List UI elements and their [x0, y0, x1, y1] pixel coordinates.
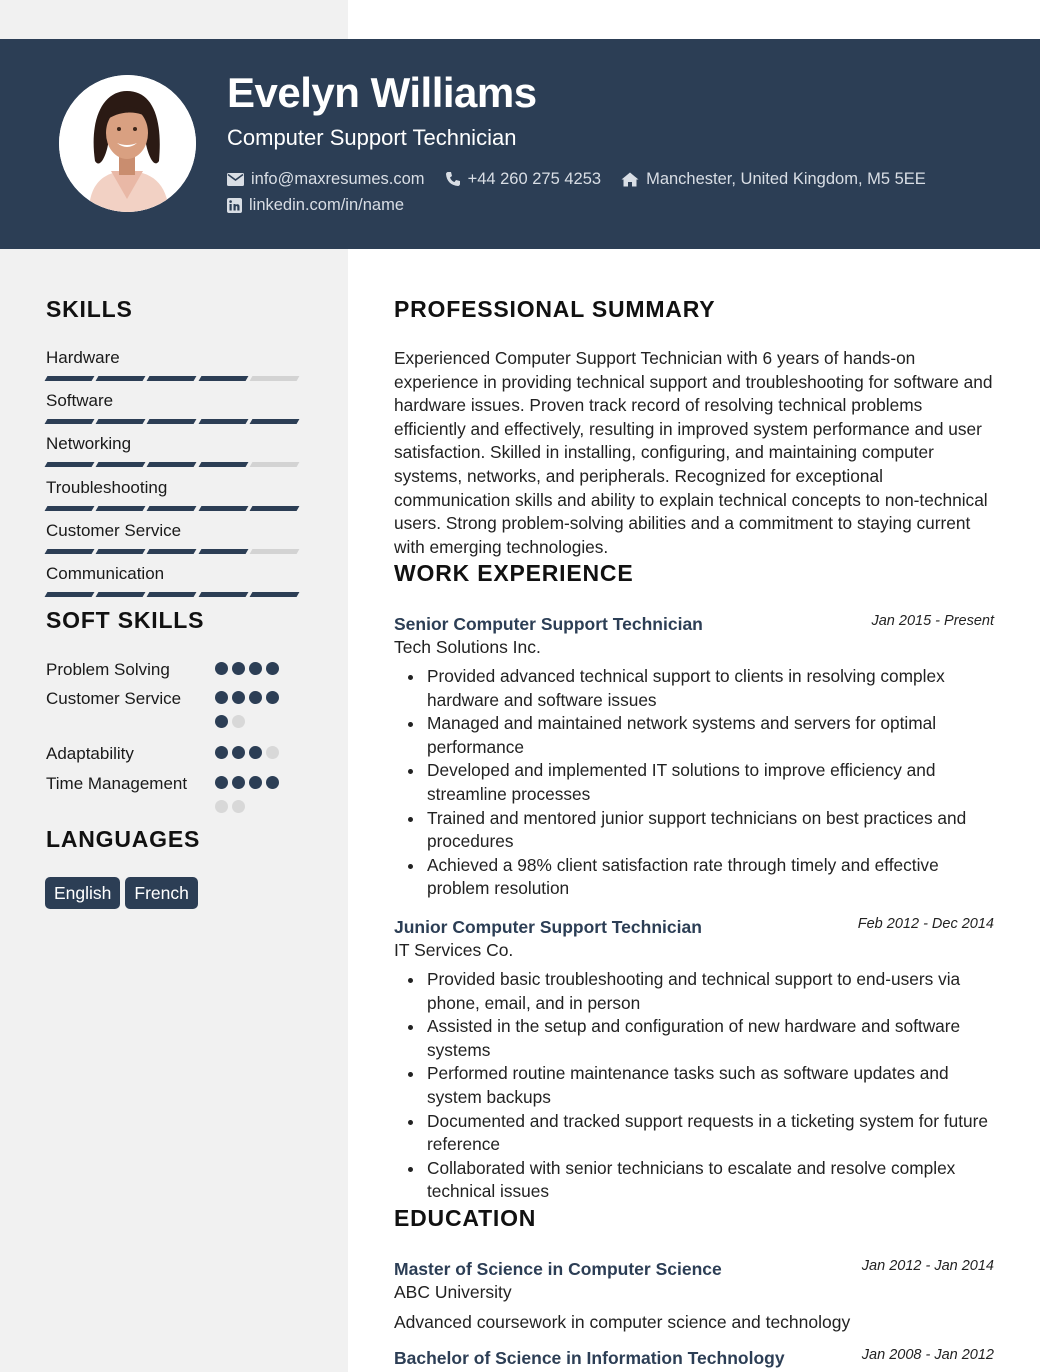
list-item: Collaborated with senior technicians to escalate and resolve complex technical issues — [394, 1157, 1000, 1204]
degree-description: Advanced coursework in computer science and technology — [394, 1312, 851, 1332]
experience-heading: WORK EXPERIENCE — [394, 560, 634, 586]
rating-dot — [232, 776, 245, 789]
skill-level-segment — [45, 376, 95, 381]
skill-level-segment — [147, 506, 197, 511]
skill-item — [46, 347, 302, 381]
summary-text: Experienced Computer Support Technician with 6 years of hands-on experience in providing technical support and troubleshooting for software and hardware issues. Proven track record of resolving technical problems efficiently and effectively, resulting in improved system performance and user satisfaction. Skilled in installing, configuring, and maintaining computer systems, networks, and peripherals. Recognized for exceptional communication skills and ability to explain technical concepts to non-technical users. Strong problem-solving abilities and a commitment to staying current with emerging technologies. — [394, 348, 993, 557]
skills-heading: SKILLS — [46, 296, 133, 322]
job-bullets — [394, 968, 1000, 1204]
soft-skill-label: Customer Service — [46, 689, 182, 708]
rating-dot — [232, 662, 245, 675]
skill-level-segment — [198, 506, 248, 511]
envelope-icon — [227, 173, 244, 186]
rating-dot — [266, 691, 279, 704]
job-bullets — [394, 665, 1000, 901]
job-date: Feb 2012 - Dec 2014 — [857, 916, 994, 932]
skill-level-segment — [96, 376, 146, 381]
list-item: Assisted in the setup and configuration of new hardware and software systems — [394, 1015, 1000, 1062]
contact-address — [621, 170, 926, 189]
skill-level-segment — [147, 549, 197, 554]
soft-skill-item — [46, 742, 296, 766]
skill-level-bar — [46, 376, 302, 381]
home-icon — [621, 172, 639, 187]
phone-icon — [445, 171, 461, 187]
skill-label: Hardware — [46, 348, 120, 367]
language-badge: French — [125, 877, 197, 909]
contact-linkedin[interactable] — [227, 196, 404, 215]
skill-level-segment — [249, 549, 299, 554]
job-title: Junior Computer Support Technician — [394, 917, 702, 937]
soft-skill-rating — [215, 691, 295, 739]
list-item: Provided basic troubleshooting and technical support to end-users via phone, email, and in person — [394, 968, 1000, 1015]
soft-skill-label: Time Management — [46, 774, 188, 793]
skill-level-segment — [249, 419, 299, 424]
candidate-name: Evelyn Williams — [227, 69, 537, 116]
skill-level-segment — [45, 592, 95, 597]
soft-skills-heading: SOFT SKILLS — [46, 607, 205, 633]
job-company: Tech Solutions Inc. — [394, 637, 541, 657]
language-badge: English — [45, 877, 120, 909]
rating-dot — [215, 662, 228, 675]
skill-level-bar — [46, 506, 302, 511]
list-item: Trained and mentored junior support technicians on best practices and procedures — [394, 807, 1000, 854]
rating-dot — [232, 800, 245, 813]
languages-list — [45, 877, 203, 909]
skill-label: Software — [46, 391, 114, 411]
rating-dot — [249, 746, 262, 759]
avatar — [59, 75, 196, 212]
skill-item — [46, 520, 302, 554]
skill-level-segment — [249, 376, 299, 381]
job-title: Senior Computer Support Technician — [394, 614, 703, 634]
soft-skill-label: Adaptability — [46, 744, 134, 763]
contact-info — [227, 167, 1017, 219]
rating-dot — [232, 746, 245, 759]
skill-level-segment — [45, 462, 95, 467]
list-item: Developed and implemented IT solutions to improve efficiency and streamline processes — [394, 759, 1000, 806]
email-text: info@maxresumes.com — [251, 169, 425, 188]
skill-level-segment — [147, 419, 197, 424]
skill-level-segment — [249, 592, 299, 597]
rating-dot — [215, 776, 228, 789]
rating-dot — [215, 715, 228, 728]
skill-level-segment — [96, 549, 146, 554]
rating-dot — [249, 662, 262, 675]
list-item: Managed and maintained network systems and servers for optimal performance — [394, 712, 1000, 759]
skill-item — [46, 433, 302, 467]
soft-skill-rating — [215, 776, 295, 824]
linkedin-text: linkedin.com/in/name — [249, 195, 404, 214]
skill-level-segment — [198, 592, 248, 597]
profile-photo — [59, 75, 196, 212]
skill-level-segment — [198, 419, 248, 424]
linkedin-icon — [227, 198, 242, 213]
skill-level-segment — [96, 506, 146, 511]
list-item: Documented and tracked support requests in a ticketing system for future reference — [394, 1110, 1000, 1157]
skill-item — [46, 390, 302, 424]
soft-skill-item — [46, 687, 296, 711]
candidate-title: Computer Support Technician — [227, 125, 517, 150]
skill-level-segment — [147, 376, 197, 381]
soft-skill-item — [46, 772, 296, 796]
skill-item — [46, 563, 302, 597]
resume-header — [0, 39, 1040, 249]
skill-level-bar — [46, 549, 302, 554]
job-date: Jan 2015 - Present — [871, 613, 994, 629]
rating-dot — [232, 691, 245, 704]
skill-level-bar — [46, 419, 302, 424]
degree-date: Jan 2008 - Jan 2012 — [861, 1347, 994, 1363]
skill-level-segment — [198, 462, 248, 467]
rating-dot — [232, 715, 245, 728]
phone-text: +44 260 275 4253 — [467, 169, 602, 188]
languages-heading: LANGUAGES — [46, 826, 201, 852]
rating-dot — [266, 662, 279, 675]
degree-title: Master of Science in Computer Science — [394, 1259, 722, 1279]
address-text: Manchester, United Kingdom, M5 5EE — [646, 169, 926, 188]
education-heading: EDUCATION — [394, 1205, 537, 1231]
contact-email[interactable] — [227, 170, 425, 189]
rating-dot — [215, 691, 228, 704]
skill-level-segment — [198, 549, 248, 554]
skill-level-bar — [46, 592, 302, 597]
job-company: IT Services Co. — [394, 940, 514, 960]
skill-level-segment — [249, 462, 299, 467]
school-name: ABC University — [394, 1282, 512, 1302]
skill-level-segment — [249, 506, 299, 511]
list-item: Performed routine maintenance tasks such as software updates and system backups — [394, 1062, 1000, 1109]
list-item: Achieved a 98% client satisfaction rate through timely and effective problem resolution — [394, 854, 1000, 901]
rating-dot — [215, 746, 228, 759]
skill-level-segment — [45, 419, 95, 424]
contact-phone[interactable] — [445, 170, 602, 189]
skill-label: Troubleshooting — [46, 477, 168, 497]
soft-skill-rating — [215, 662, 295, 686]
skill-item — [46, 477, 302, 511]
rating-dot — [249, 691, 262, 704]
skill-level-segment — [96, 419, 146, 424]
degree-date: Jan 2012 - Jan 2014 — [861, 1258, 994, 1274]
skill-level-segment — [45, 549, 95, 554]
skill-label: Communication — [46, 564, 165, 583]
soft-skill-item — [46, 658, 296, 682]
skill-level-segment — [147, 592, 197, 597]
rating-dot — [266, 746, 279, 759]
rating-dot — [266, 776, 279, 789]
skill-label: Networking — [46, 434, 132, 454]
soft-skill-rating — [215, 746, 295, 770]
skill-level-segment — [45, 506, 95, 511]
skill-label: Customer Service — [46, 520, 182, 540]
rating-dot — [249, 776, 262, 789]
skill-level-segment — [96, 462, 146, 467]
skill-level-segment — [198, 376, 248, 381]
skill-level-segment — [96, 592, 146, 597]
skill-level-segment — [147, 462, 197, 467]
summary-heading: PROFESSIONAL SUMMARY — [394, 296, 716, 322]
degree-title: Bachelor of Science in Information Technology — [394, 1348, 785, 1368]
rating-dot — [215, 800, 228, 813]
skill-level-bar — [46, 462, 302, 467]
list-item: Provided advanced technical support to clients in resolving complex hardware and software issues — [394, 665, 1000, 712]
soft-skill-label: Problem Solving — [46, 660, 170, 679]
